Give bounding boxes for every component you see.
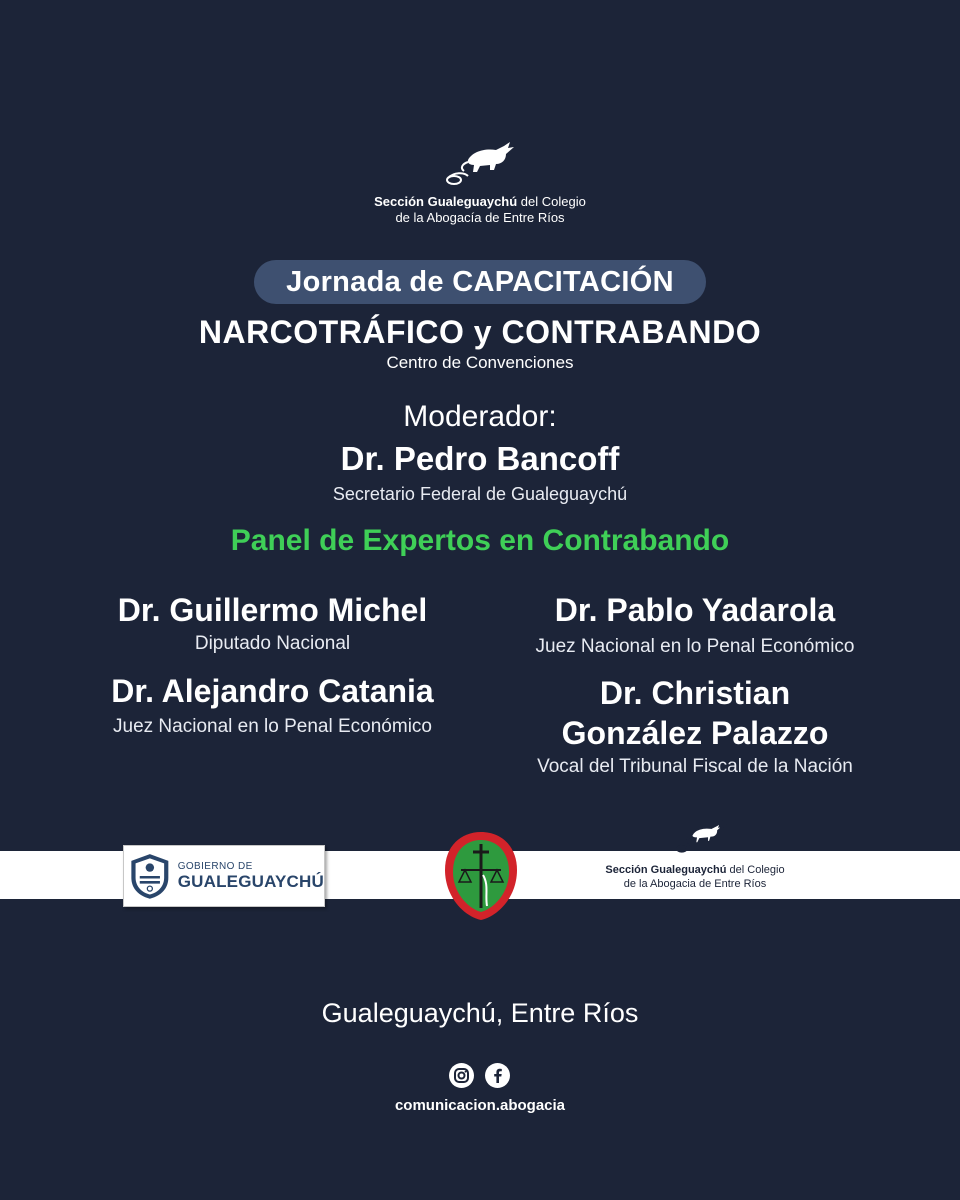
speaker-name: Dr. Guillermo Michel bbox=[117, 592, 428, 628]
speaker-role: Diputado Nacional bbox=[194, 633, 351, 654]
moderator-name: Dr. Pedro Bancoff bbox=[340, 440, 620, 477]
bull-logo-icon bbox=[440, 138, 520, 188]
speaker-name: Dr. Pablo Yadarola bbox=[554, 592, 836, 628]
colegio-seal-icon bbox=[443, 830, 519, 922]
gov-gualeguaychu-logo bbox=[123, 845, 325, 907]
speaker-name-line2: González Palazzo bbox=[561, 715, 829, 751]
moderator-label: Moderador: bbox=[403, 400, 557, 433]
speaker-name: Dr. Alejandro Catania bbox=[111, 673, 434, 709]
speaker-name-line1: Dr. Christian bbox=[599, 675, 791, 711]
gov-logo-big: GUALEGUAYCHÚ bbox=[177, 871, 324, 891]
speaker-role: Juez Nacional en lo Penal Económico bbox=[113, 716, 432, 737]
section-name-line2: de la Abogacia de Entre Ríos bbox=[623, 878, 767, 890]
speaker-role: Juez Nacional en lo Penal Económico bbox=[535, 636, 855, 657]
bull-logo-icon bbox=[672, 818, 728, 856]
org-name-line1: Sección Gualeguaychú del Colegio bbox=[374, 194, 586, 209]
event-topic: NARCOTRÁFICO y CONTRABANDO bbox=[198, 314, 762, 350]
section-name-line1: Sección Gualeguaychú del Colegio bbox=[605, 864, 785, 876]
gov-logo-small: GOBIERNO DE bbox=[177, 860, 253, 872]
org-name-line2: de la Abogacía de Entre Ríos bbox=[395, 210, 565, 225]
location: Gualeguaychú, Entre Ríos bbox=[321, 998, 639, 1028]
shield-icon bbox=[128, 848, 172, 904]
facebook-icon[interactable] bbox=[485, 1063, 510, 1088]
panel-title: Panel de Expertos en Contrabando bbox=[230, 524, 730, 557]
instagram-icon[interactable] bbox=[449, 1063, 474, 1088]
event-badge-label: Jornada de CAPACITACIÓN bbox=[286, 265, 674, 298]
speaker-role: Vocal del Tribunal Fiscal de la Nación bbox=[537, 756, 853, 777]
moderator-role: Secretario Federal de Gualeguaychú bbox=[332, 484, 628, 504]
event-badge bbox=[254, 260, 706, 304]
event-venue: Centro de Convenciones bbox=[386, 353, 574, 372]
social-handle[interactable]: comunicacion.abogacia bbox=[394, 1097, 566, 1114]
speaker-name bbox=[490, 673, 900, 753]
